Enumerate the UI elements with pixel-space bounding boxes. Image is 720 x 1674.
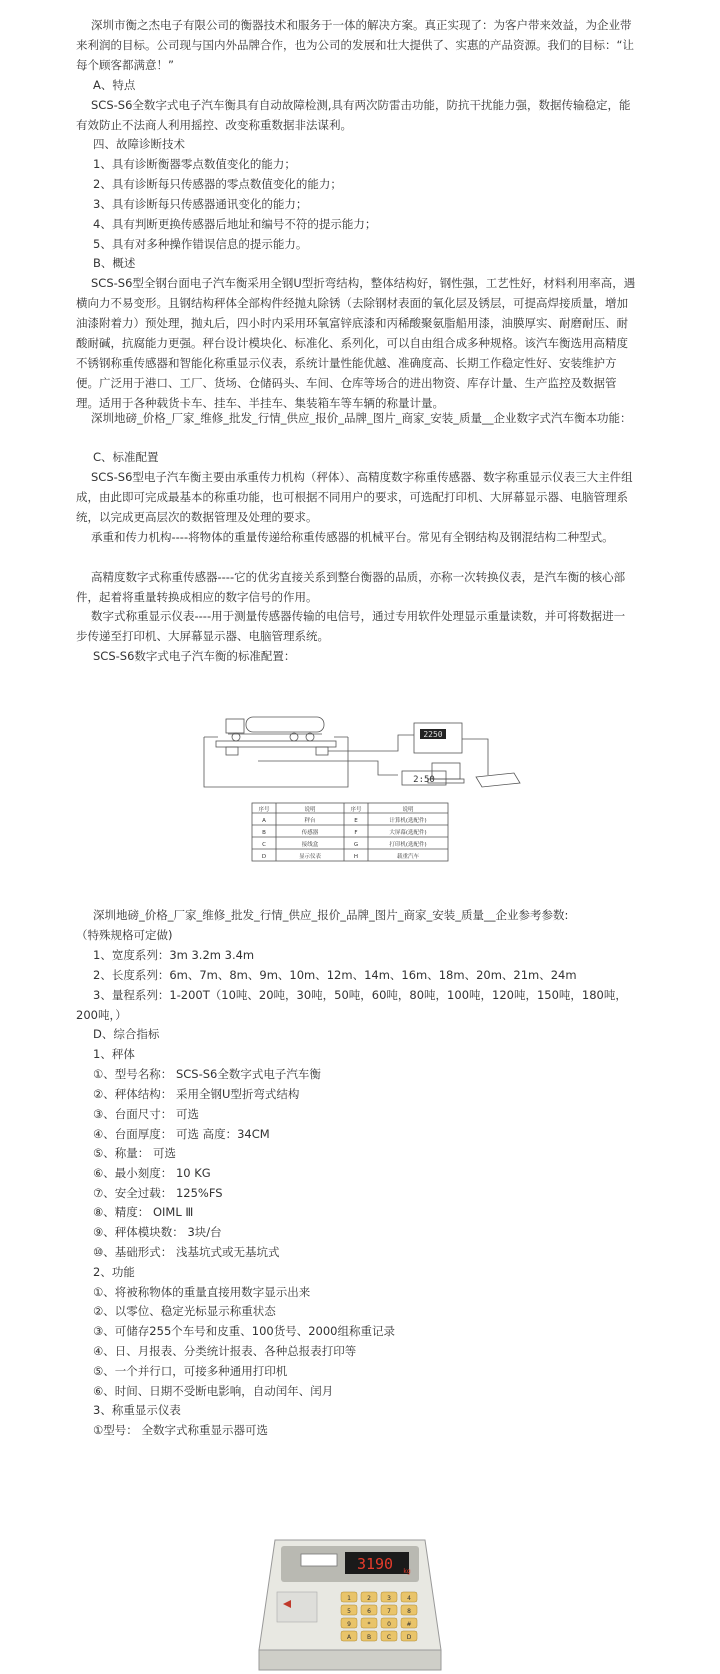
intro-paragraph: 深圳市衡之杰电子有限公司的衡器技术和服务于一体的解决方案。真正实现了：为客户带来效益，为企业带来利润的目标。公司现与国内外品牌合作，也为公司的发展和壮大提供了、实惠的产品资源。我们的目标：“让每个顾客都满意！” xyxy=(76,18,634,72)
keypad-key-label: 5 xyxy=(347,1608,351,1615)
table-cell: H xyxy=(353,854,359,860)
table-cell: B xyxy=(262,830,266,836)
keypad-key-label: 3 xyxy=(387,1595,391,1602)
table-header: 序号 xyxy=(258,807,270,813)
section-d-heading: D、综合指标 xyxy=(93,1027,160,1041)
load-mechanism-text: 承重和传力机构----将物体的重量传递给称重传感器的机械平台。常见有全钢结构及钢混结构二种型式。 xyxy=(91,530,614,544)
section-a-heading: A、特点 xyxy=(93,78,136,92)
table-cell: 显示仪表 xyxy=(298,854,322,860)
table-cell: 接线盒 xyxy=(301,842,319,848)
table-cell: F xyxy=(354,830,358,836)
keypad-key-label: A xyxy=(346,1634,352,1641)
diagnosis-item: 4、具有判断更换传感器后地址和编号不符的提示能力； xyxy=(93,217,377,231)
indicator-model: ①型号： 全数字式称重显示器可选 xyxy=(93,1423,268,1437)
table-cell: E xyxy=(354,818,358,824)
function-item: ⑤、一个并行口，可接多种通用打印机 xyxy=(93,1364,288,1378)
scale-item: ③、台面尺寸： 可选 xyxy=(93,1107,199,1121)
keypad-key-label: 8 xyxy=(407,1608,411,1615)
scale-heading: 1、秤体 xyxy=(93,1047,135,1061)
table-header: 说明 xyxy=(304,807,316,813)
keypad-key-label: # xyxy=(406,1621,412,1628)
diagram-display-readout: 2250 xyxy=(423,730,443,739)
spec-line: 3、量程系列：1-200T（10吨、20吨，30吨，50吨，60吨，80吨，100吨，120吨，150吨，180吨， xyxy=(93,988,627,1002)
spec-line: 2、长度系列：6m、7m、8m、9m、10m、12m、14m、16m、18m、20m、21m、24m xyxy=(93,968,577,982)
scale-item: ④、台面厚度： 可选 高度：34CM xyxy=(93,1127,270,1141)
table-header: 说明 xyxy=(402,807,414,813)
table-cell: 计算机(选配件) xyxy=(389,818,427,824)
diagnosis-item: 2、具有诊断每只传感器的零点数值变化的能力； xyxy=(93,177,342,191)
keypad-key-label: * xyxy=(367,1621,371,1628)
section-b-text: SCS-S6型全钢台面电子汽车衡采用全钢U型折弯结构，整体结构好，钢性强，工艺性好，材料利用率高，遇横向力不易变形。且钢结构秤体全部构件经抛丸除锈（去除钢材表面的氧化层及锈层，可提高焊接质量，增加油漆附着力）预处理，抛丸后，四小时内采用环氧富锌底漆和丙稀酸聚氨脂船用漆，油膜厚实、耐磨耐压、耐酸耐碱，抗腐能力更强。秤台设计模块化、标准化、系列化，可以自由组合成多种规格。该汽车衡选用高精度不锈钢称重传感器和智能化称重显示仪表，系统计量性能优越、准确度高、长期工作稳定性好、安装维护方便。广泛用于港口、工厂、货场、仓储码头、车间、仓库等场合的进出物资、库存计量、生产监控及数据管理。适用于各种载货卡车、挂车、半挂车、集装箱车等车辆的称量计量。 xyxy=(76,276,636,410)
display-instrument-text: 数字式称重显示仪表----用于测量传感器传输的电信号，通过专用软件处理显示重量读数，并可将数据进一步传递至打印机、大屏幕显示器、电脑管理系统。 xyxy=(76,609,626,643)
table-cell: A xyxy=(262,818,266,824)
scale-item: ⑨、秤体模块数： 3块/台 xyxy=(93,1225,222,1239)
function-item: ③、可储存255个车号和皮重、100货号、2000组称重记录 xyxy=(93,1324,395,1338)
keypad-key-label: 2 xyxy=(367,1595,371,1602)
scale-item: ①、型号名称： SCS-S6全数字式电子汽车衡 xyxy=(93,1067,321,1081)
config-title: SCS-S6数字式电子汽车衡的标准配置： xyxy=(93,649,296,663)
function-item: ①、将被称物体的重量直接用数字显示出来 xyxy=(93,1285,311,1299)
indicator-heading: 3、称重显示仪表 xyxy=(93,1403,181,1417)
table-cell: C xyxy=(262,842,266,848)
sensor-text: 高精度数字式称重传感器----它的优劣直接关系到整台衡器的品质，亦称一次转换仪表，是汽车衡的核心部件，起着将重量转换成相应的数字信号的作用。 xyxy=(76,570,626,604)
scale-item: ②、秤体结构： 采用全钢U型折弯式结构 xyxy=(93,1087,300,1101)
function-heading: 2、功能 xyxy=(93,1265,135,1279)
function-item: ②、以零位、稳定光标显示称重状态 xyxy=(93,1304,276,1318)
table-cell: 秤台 xyxy=(304,818,316,824)
indicator-readout: 3190 xyxy=(356,1555,394,1573)
diagnosis-item: 5、具有对多种操作错误信息的提示能力。 xyxy=(93,237,308,251)
special-spec-note: （特殊规格可定做) xyxy=(76,928,173,942)
indicator-unit: kg xyxy=(403,1568,411,1575)
scale-item: ⑩、基础形式： 浅基坑式或无基坑式 xyxy=(93,1245,280,1259)
table-cell: 传感器 xyxy=(301,830,319,836)
scale-item: ⑦、安全过载： 125%FS xyxy=(93,1186,223,1200)
keypad-key-label: 9 xyxy=(347,1621,351,1628)
seo-params-line: 深圳地磅_价格_厂家_维修_批发_行情_供应_报价_品牌_图片_商家_安装_质量__企业参考参数: xyxy=(93,908,569,922)
keypad-key-label: B xyxy=(366,1634,372,1641)
keypad-key-label: 0 xyxy=(387,1621,391,1628)
scale-item: ⑥、最小刻度： 10 KG xyxy=(93,1166,211,1180)
standard-configuration-diagram xyxy=(198,715,522,895)
keypad-key-label: C xyxy=(386,1634,392,1641)
section-c-heading: C、标准配置 xyxy=(93,450,159,464)
section-c-text: SCS-S6型电子汽车衡主要由承重传力机构（秤体）、高精度数字称重传感器、数字称重显示仪表三大主件组成，由此即可完成最基本的称重功能，也可根据不同用户的要求，可选配打印机、大屏幕显示器、电脑管理系统，以完成更高层次的数据管理及处理的要求。 xyxy=(76,470,633,524)
scale-item: ⑤、称量： 可选 xyxy=(93,1146,176,1160)
keypad-key-label: 7 xyxy=(387,1608,391,1615)
keypad-key-label: 1 xyxy=(347,1595,351,1602)
function-item: ⑥、时间、日期不受断电影响，自动闰年、闰月 xyxy=(93,1384,334,1398)
keypad-key-label: D xyxy=(406,1634,412,1641)
diagram-panel-readout: 2:50 xyxy=(413,775,435,785)
weighing-indicator-image xyxy=(255,1530,445,1674)
spec-line-continued: 200吨，） xyxy=(76,1008,127,1022)
table-cell: 大屏幕(选配件) xyxy=(389,830,427,836)
section-a-text: SCS-S6全数字式电子汽车衡具有自动故障检测,具有两次防雷击功能，防抗干扰能力强，数据传输稳定，能有效防止不法商人利用摇控、改变称重数据非法谋利。 xyxy=(76,98,631,132)
function-item: ④、日、月报表、分类统计报表、各种总报表打印等 xyxy=(93,1344,357,1358)
seo-function-line: 深圳地磅_价格_厂家_维修_批发_行情_供应_报价_品牌_图片_商家_安装_质量__企业数字式汽车衡本功能： xyxy=(91,411,632,425)
table-header: 序号 xyxy=(350,807,362,813)
keypad-key-label: 4 xyxy=(407,1595,411,1602)
spec-line: 1、宽度系列：3m 3.2m 3.4m xyxy=(93,948,255,962)
keypad-key-label: 6 xyxy=(367,1608,371,1615)
diagnosis-item: 3、具有诊断每只传感器通讯变化的能力； xyxy=(93,197,308,211)
table-cell: D xyxy=(261,854,267,860)
diagnosis-heading: 四、故障诊断技术 xyxy=(93,137,185,151)
table-cell: G xyxy=(353,842,359,848)
section-b-heading: B、概述 xyxy=(93,256,136,270)
table-cell: 打印机(选配件) xyxy=(389,842,427,848)
table-cell: 载重汽车 xyxy=(396,854,420,860)
diagnosis-item: 1、具有诊断衡器零点数值变化的能力； xyxy=(93,157,296,171)
scale-item: ⑧、精度： OIML Ⅲ xyxy=(93,1205,194,1219)
